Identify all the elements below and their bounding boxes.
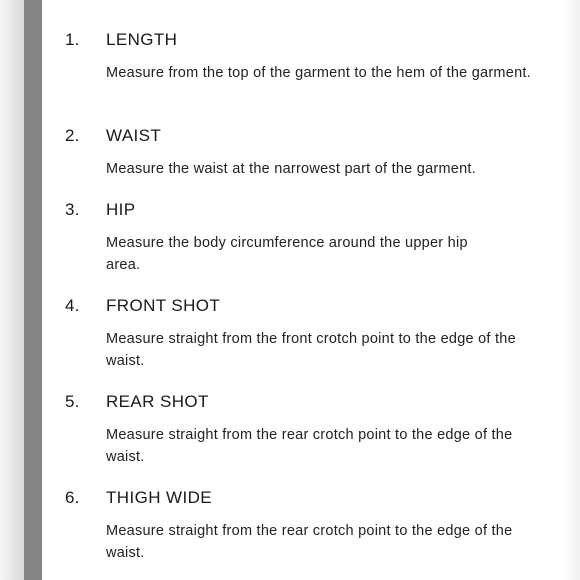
right-edge-shadow bbox=[562, 0, 580, 580]
item-title: THIGH WIDE bbox=[106, 488, 212, 507]
item-description: Measure straight from the rear crotch point to the edge of the waist. bbox=[106, 427, 513, 465]
item-number: 1. bbox=[65, 30, 80, 49]
left-gray-bar bbox=[24, 0, 42, 580]
item-description: Measure the waist at the narrowest part of the garment. bbox=[106, 161, 476, 177]
item-title: FRONT SHOT bbox=[106, 296, 221, 315]
item-title: WAIST bbox=[106, 126, 162, 145]
item-number: 6. bbox=[65, 488, 80, 507]
item-title: LENGTH bbox=[106, 30, 178, 49]
item-description: Measure straight from the front crotch point to the edge of the waist. bbox=[106, 331, 516, 369]
item-description: Measure from the top of the garment to the hem of the garment. bbox=[106, 65, 531, 81]
item-number: 2. bbox=[65, 126, 80, 145]
item-description: Measure the body circumference around the upper hip area. bbox=[106, 235, 468, 273]
item-title: REAR SHOT bbox=[106, 392, 209, 411]
left-edge-shadow bbox=[0, 0, 24, 580]
item-description: Measure straight from the rear crotch point to the edge of the waist. bbox=[106, 523, 513, 561]
item-title: HIP bbox=[106, 200, 136, 219]
item-number: 5. bbox=[65, 392, 80, 411]
item-number: 4. bbox=[65, 296, 80, 315]
item-number: 3. bbox=[65, 200, 80, 219]
